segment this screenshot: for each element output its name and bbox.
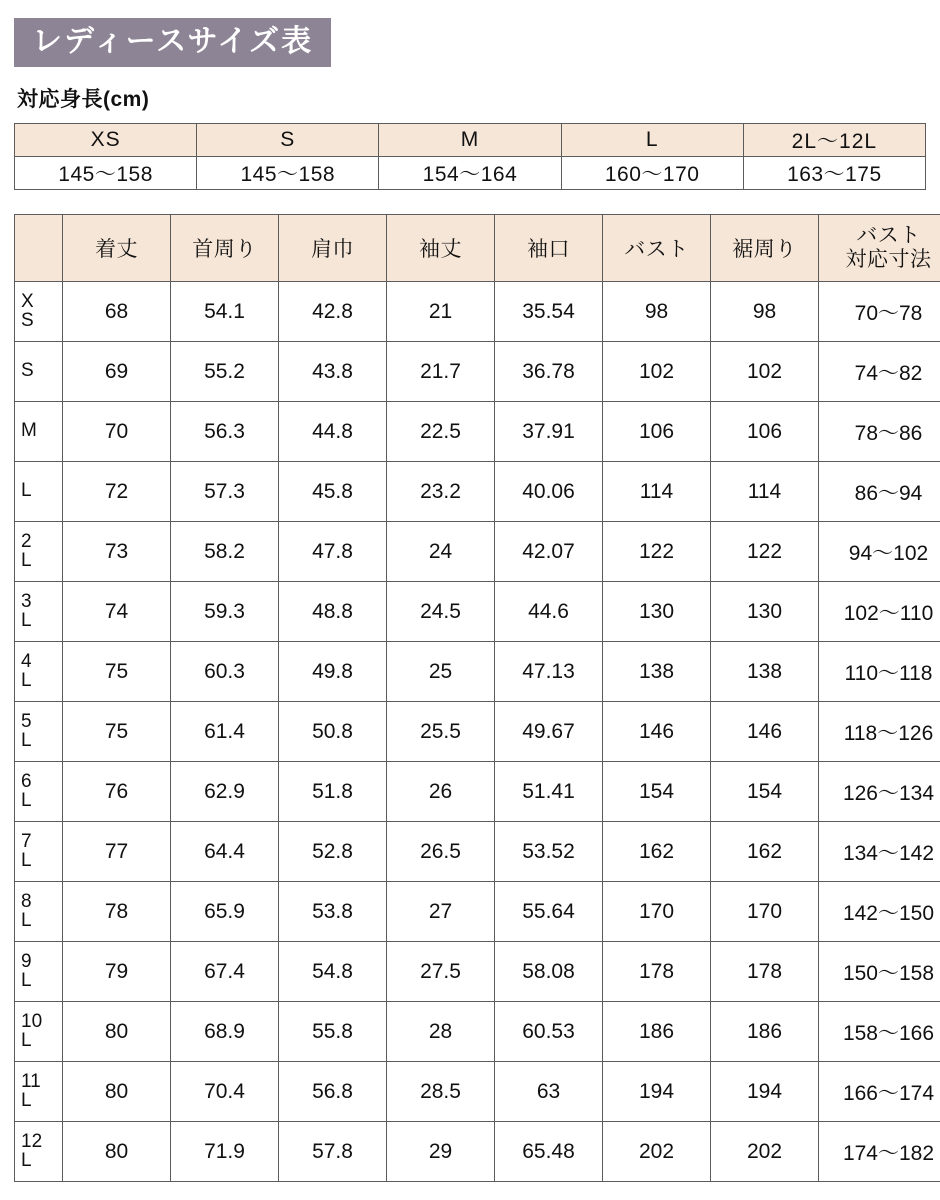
row-size-label [15, 942, 63, 1002]
table-cell: 49.67 [495, 702, 603, 762]
table-cell: 68.9 [171, 1002, 279, 1062]
table-cell: 69 [63, 342, 171, 402]
row-size-line-1: M [21, 420, 37, 442]
table-cell: 55.8 [279, 1002, 387, 1062]
table-cell: 76 [63, 762, 171, 822]
table-cell: 23.2 [387, 462, 495, 522]
table-cell: 74 [63, 582, 171, 642]
height-size-header: XS [15, 124, 197, 157]
table-cell: 60.53 [495, 1002, 603, 1062]
table-cell: 68 [63, 282, 171, 342]
table-cell: 150〜158 [819, 942, 940, 1002]
table-cell: 174〜182 [819, 1122, 940, 1182]
table-cell: 130 [603, 582, 711, 642]
height-size-header: S [197, 124, 379, 157]
row-size-line-1: 5 [21, 711, 32, 733]
table-cell: 114 [711, 462, 819, 522]
table-cell: 61.4 [171, 702, 279, 762]
measurement-header-neck: 首周り [171, 215, 279, 282]
table-cell: 55.2 [171, 342, 279, 402]
row-size-line-2: L [21, 609, 32, 631]
table-cell: 44.8 [279, 402, 387, 462]
table-cell: 65.48 [495, 1122, 603, 1182]
table-cell: 70〜78 [819, 282, 940, 342]
row-size-line-2: L [21, 1029, 32, 1051]
row-size-line-1: L [21, 480, 32, 502]
table-cell: 62.9 [171, 762, 279, 822]
measurement-header-row [15, 215, 940, 282]
table-cell: 36.78 [495, 342, 603, 402]
row-size-line-2: L [21, 849, 32, 871]
table-cell: 80 [63, 1002, 171, 1062]
table-cell: 37.91 [495, 402, 603, 462]
table-cell: 28.5 [387, 1062, 495, 1122]
table-cell: 162 [711, 822, 819, 882]
table-cell: 60.3 [171, 642, 279, 702]
table-cell: 27 [387, 882, 495, 942]
measurement-table [14, 214, 940, 1182]
table-cell: 78〜86 [819, 402, 940, 462]
height-size-header: M [379, 124, 561, 157]
table-cell: 57.3 [171, 462, 279, 522]
table-row [15, 342, 940, 402]
table-cell: 186 [603, 1002, 711, 1062]
table-cell: 43.8 [279, 342, 387, 402]
table-cell: 106 [603, 402, 711, 462]
row-size-line-2: L [21, 549, 32, 571]
row-size-line-2: L [21, 669, 32, 691]
row-size-label [15, 642, 63, 702]
height-table-header-row [15, 124, 926, 157]
table-cell: 56.8 [279, 1062, 387, 1122]
table-row [15, 522, 940, 582]
bust-fit-line-2: 対応寸法 [845, 248, 932, 271]
row-size-line-1: 3 [21, 591, 32, 613]
table-cell: 53.52 [495, 822, 603, 882]
row-size-label [15, 402, 63, 462]
table-cell: 122 [603, 522, 711, 582]
row-size-line-1: 12 [21, 1131, 43, 1153]
table-cell: 194 [603, 1062, 711, 1122]
table-cell: 56.3 [171, 402, 279, 462]
height-value: 163〜175 [743, 157, 925, 190]
row-size-label [15, 582, 63, 642]
row-size-line-1: 9 [21, 951, 32, 973]
table-cell: 57.8 [279, 1122, 387, 1182]
table-cell: 47.8 [279, 522, 387, 582]
table-cell: 63 [495, 1062, 603, 1122]
table-cell: 59.3 [171, 582, 279, 642]
table-cell: 45.8 [279, 462, 387, 522]
row-size-line-2: L [21, 969, 32, 991]
row-size-line-1: 4 [21, 651, 32, 673]
table-cell: 106 [711, 402, 819, 462]
table-row [15, 402, 940, 462]
table-cell: 154 [711, 762, 819, 822]
row-size-line-1: 6 [21, 771, 32, 793]
row-size-label [15, 462, 63, 522]
table-cell: 26.5 [387, 822, 495, 882]
table-cell: 65.9 [171, 882, 279, 942]
table-cell: 154 [603, 762, 711, 822]
row-size-line-2: L [21, 909, 32, 931]
measurement-header-bust-fit [819, 215, 940, 282]
table-row [15, 702, 940, 762]
height-value: 145〜158 [197, 157, 379, 190]
table-cell: 27.5 [387, 942, 495, 1002]
table-cell: 35.54 [495, 282, 603, 342]
table-cell: 146 [711, 702, 819, 762]
table-cell: 70.4 [171, 1062, 279, 1122]
table-cell: 44.6 [495, 582, 603, 642]
row-size-label [15, 1002, 63, 1062]
height-table [14, 123, 926, 190]
table-cell: 25 [387, 642, 495, 702]
row-size-line-1: 8 [21, 891, 32, 913]
table-cell: 102〜110 [819, 582, 940, 642]
table-cell: 138 [603, 642, 711, 702]
measurement-header-blank [15, 215, 63, 282]
measurement-header-sleeve-length: 袖丈 [387, 215, 495, 282]
table-cell: 75 [63, 642, 171, 702]
row-size-line-2: L [21, 1089, 32, 1111]
table-row [15, 822, 940, 882]
table-cell: 78 [63, 882, 171, 942]
table-cell: 49.8 [279, 642, 387, 702]
table-cell: 54.1 [171, 282, 279, 342]
table-cell: 29 [387, 1122, 495, 1182]
table-cell: 54.8 [279, 942, 387, 1002]
row-size-label [15, 702, 63, 762]
table-cell: 50.8 [279, 702, 387, 762]
table-cell: 74〜82 [819, 342, 940, 402]
table-cell: 202 [711, 1122, 819, 1182]
table-cell: 51.8 [279, 762, 387, 822]
row-size-label [15, 762, 63, 822]
table-cell: 146 [603, 702, 711, 762]
row-size-label [15, 522, 63, 582]
table-row [15, 582, 940, 642]
table-cell: 162 [603, 822, 711, 882]
table-cell: 40.06 [495, 462, 603, 522]
row-size-line-1: S [21, 360, 34, 382]
table-row [15, 462, 940, 522]
table-cell: 102 [711, 342, 819, 402]
row-size-line-2: L [21, 789, 32, 811]
measurement-body [15, 282, 940, 1182]
table-cell: 24 [387, 522, 495, 582]
table-cell: 21 [387, 282, 495, 342]
table-cell: 118〜126 [819, 702, 940, 762]
table-cell: 166〜174 [819, 1062, 940, 1122]
table-cell: 79 [63, 942, 171, 1002]
row-size-line-2: L [21, 1149, 32, 1171]
row-size-label [15, 1122, 63, 1182]
bust-fit-line-1: バスト [856, 223, 921, 247]
table-row [15, 642, 940, 702]
row-size-label [15, 1062, 63, 1122]
height-size-header: L [561, 124, 743, 157]
table-row [15, 882, 940, 942]
table-cell: 67.4 [171, 942, 279, 1002]
table-cell: 24.5 [387, 582, 495, 642]
height-value: 145〜158 [15, 157, 197, 190]
row-size-line-2: L [21, 729, 32, 751]
table-cell: 80 [63, 1062, 171, 1122]
table-cell: 70 [63, 402, 171, 462]
table-cell: 94〜102 [819, 522, 940, 582]
table-cell: 170 [711, 882, 819, 942]
table-row [15, 942, 940, 1002]
table-cell: 64.4 [171, 822, 279, 882]
table-cell: 71.9 [171, 1122, 279, 1182]
table-cell: 55.64 [495, 882, 603, 942]
table-cell: 86〜94 [819, 462, 940, 522]
table-cell: 98 [711, 282, 819, 342]
table-row [15, 762, 940, 822]
table-cell: 72 [63, 462, 171, 522]
table-cell: 52.8 [279, 822, 387, 882]
table-row [15, 282, 940, 342]
table-cell: 47.13 [495, 642, 603, 702]
row-size-label [15, 342, 63, 402]
table-cell: 75 [63, 702, 171, 762]
table-cell: 58.2 [171, 522, 279, 582]
row-size-line-1: 2 [21, 531, 32, 553]
table-cell: 80 [63, 1122, 171, 1182]
height-value: 154〜164 [379, 157, 561, 190]
table-cell: 158〜166 [819, 1002, 940, 1062]
table-cell: 194 [711, 1062, 819, 1122]
row-size-label [15, 882, 63, 942]
table-row [15, 1002, 940, 1062]
table-cell: 186 [711, 1002, 819, 1062]
table-cell: 126〜134 [819, 762, 940, 822]
measurement-header-hem: 裾周り [711, 215, 819, 282]
measurement-section [14, 214, 935, 1182]
row-size-line-1: 7 [21, 831, 32, 853]
table-cell: 25.5 [387, 702, 495, 762]
height-size-header: 2L〜12L [743, 124, 925, 157]
table-cell: 178 [603, 942, 711, 1002]
table-row [15, 1062, 940, 1122]
row-size-line-1: X [21, 291, 34, 313]
height-table-value-row [15, 157, 926, 190]
row-size-line-2: S [21, 309, 34, 331]
page-title: レディースサイズ表 [14, 18, 331, 67]
table-cell: 77 [63, 822, 171, 882]
row-size-line-1: 10 [21, 1011, 43, 1033]
table-cell: 53.8 [279, 882, 387, 942]
table-row [15, 1122, 940, 1182]
table-cell: 178 [711, 942, 819, 1002]
height-value: 160〜170 [561, 157, 743, 190]
table-cell: 28 [387, 1002, 495, 1062]
table-cell: 142〜150 [819, 882, 940, 942]
table-cell: 58.08 [495, 942, 603, 1002]
table-cell: 21.7 [387, 342, 495, 402]
table-cell: 138 [711, 642, 819, 702]
table-cell: 51.41 [495, 762, 603, 822]
table-cell: 122 [711, 522, 819, 582]
table-cell: 114 [603, 462, 711, 522]
table-cell: 202 [603, 1122, 711, 1182]
row-size-label [15, 282, 63, 342]
table-cell: 26 [387, 762, 495, 822]
table-cell: 48.8 [279, 582, 387, 642]
table-cell: 22.5 [387, 402, 495, 462]
table-cell: 73 [63, 522, 171, 582]
table-cell: 98 [603, 282, 711, 342]
table-cell: 102 [603, 342, 711, 402]
measurement-header-length: 着丈 [63, 215, 171, 282]
measurement-header-bust: バスト [603, 215, 711, 282]
row-size-label [15, 822, 63, 882]
table-cell: 134〜142 [819, 822, 940, 882]
row-size-line-1: 11 [21, 1071, 41, 1093]
table-cell: 170 [603, 882, 711, 942]
table-cell: 42.8 [279, 282, 387, 342]
table-cell: 130 [711, 582, 819, 642]
table-cell: 42.07 [495, 522, 603, 582]
measurement-header-shoulder: 肩巾 [279, 215, 387, 282]
table-cell: 110〜118 [819, 642, 940, 702]
height-section-label: 対応身長(cm) [17, 88, 150, 111]
measurement-header-cuff: 袖口 [495, 215, 603, 282]
